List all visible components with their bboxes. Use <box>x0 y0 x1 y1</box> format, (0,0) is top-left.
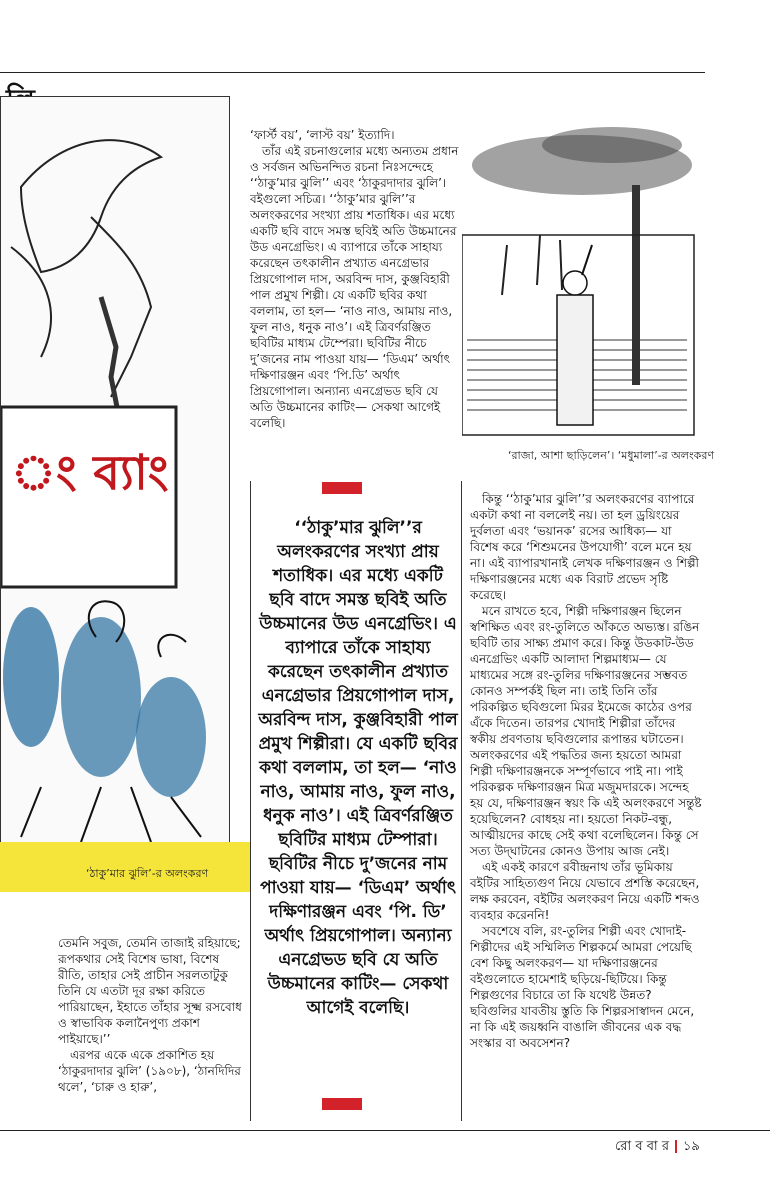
paragraph: তাঁর এই রচনাগুলোর মধ্যে অন্যতম প্রধান ও সর্বজন অভিনন্দিত রচনা নিঃসন্দেহে ‘‘ঠাকু’মার ঝুলি’’ এবং ‘ঠাকুরদাদার ঝুলি’। বইগুলো সচিত্র। ‘‘ঠাকু’মার ঝুলি’’র অলংকরণের সংখ্যা প্রায় শতাধিক। এর মধ্যে একটি ছবি বাদে সমস্ত ছবিই অতি উচ্চমানের উড এনগ্রেভিং। এ ব্যাপারে তাঁকে সাহায্য করেছেন তৎকালীন প্রখ্যাত এনগ্রেভার প্রিয়গোপাল দাস, অরবিন্দ দাস, কুঞ্জবিহারী পাল প্রমুখ শিল্পী। যে একটি ছবির কথা বললাম, তা হল— ‘নাও নাও, আমায় নাও, ফুল নাও, ধনুক নাও’। এই ত্রিবর্ণরঞ্জিত ছবিটির মাধ্যম টেম্পেরা। ছবিটির নীচে দু’জনের নাম পাওয়া যায়— ‘ডিএম’ অর্থাৎ দক্ষিণারঞ্জন এবং ‘পি.ডি’ অর্থাৎ প্রিয়গোপাল। অন্যান্য এনগ্রেভড ছবি যে অতি উচ্চমানের কাটিং— সেকথা আগেই বলেছি। <box>250 144 459 430</box>
paragraph: ‘ফার্স্ট বয়’, ‘লাস্ট বয়’ ইত্যাদি। <box>250 128 395 142</box>
page-footer <box>615 1137 700 1158</box>
paragraph: সবশেষে বলি, রং-তুলির শিল্পী এবং খোদাই-শিল্পীদের এই সম্মিলিত শিল্পকর্মে আমরা পেয়েছি বেশ কিছু অলংকরণ— যা দক্ষিণারঞ্জনের বইগুলোতে হামেশাই ছড়িয়ে-ছিটিয়ে। কিন্তু শিল্পগুণের বিচারে তা কি যথেষ্ট উন্নত? ছবিগুলির যাবতীয় স্তুতি কি শিল্পরসাস্বাদন মেনে, না কি এই জয়ধ্বনি বাঙালি জীবনের এক বদ্ধ সংস্কার বা অবসেশন? <box>470 924 695 1050</box>
paragraph: কিন্তু ‘‘ঠাকু’মার ঝুলি’’র অলংকরণের ব্যাপারে একটা কথা না বললেই নয়। তা হল ড্রয়িংয়ের দুর্বলতা এবং ‘ভয়ানক’ রসের আধিক্য— যা বিশেষ করে ‘শিশুমনের উপযোগী’ বলে মনে হয় না। এই ব্যাপারখানাই লেখক দক্ষিণারঞ্জন ও শিল্পী দক্ষিণারঞ্জনের মধ্যে এক বিরাট প্রভেদ সৃষ্টি করেছে। <box>470 492 699 602</box>
column-rule <box>250 481 251 1121</box>
paragraph: এই একই কারণে রবীন্দ্রনাথ তাঁর ভূমিকায় বইটির সাহিত্যগুণ নিয়ে যেভাবে প্রশস্তি করেছেন, লক্ষ করবেন, বইটির অলংকরণ নিয়ে একটি শব্দও ব্যবহার করেননি! <box>470 860 700 922</box>
mid-top-column <box>250 127 462 431</box>
frog-illustration <box>0 96 230 860</box>
top-rule <box>0 72 705 73</box>
footer-separator <box>675 1140 677 1153</box>
left-image-caption: ‘ঠাকু’মার ঝুলি’-র অলংকরণ <box>86 867 209 880</box>
column-rule <box>461 481 462 1121</box>
magazine-name: রো ব বা র <box>615 1139 669 1154</box>
red-bar-bottom <box>322 1098 362 1110</box>
pull-quote: ‘‘ঠাকু’মার ঝুলি’’র অলংকরণের সংখ্যা প্রায় শতাধিক। এর মধ্যে একটি ছবি বাদে সমস্ত ছবিই অতি উচ্চমানের উড এনগ্রেভিং। এ ব্যাপারে তাঁকে সাহায্য করেছেন তৎকালীন প্রখ্যাত এনগ্রেভার প্রিয়গোপাল দাস, অরবিন্দ দাস, কুঞ্জবিহারী পাল প্রমুখ শিল্পীরা। যে একটি ছবির কথা বললাম, তা হল— ‘নাও নাও, আমায় নাও, ফুল নাও, ধনুক নাও’। এই ত্রিবর্ণরঞ্জিত ছবিটির মাধ্যম টেম্পারা। ছবিটির নীচে দু’জনের নাম পাওয়া যায়— ‘ডিএম’ অর্থাৎ দক্ষিণারঞ্জন এবং ‘পি. ডি’ অর্থাৎ প্রিয়গোপাল। অন্যান্য এনগ্রেভড ছবি যে অতি উচ্চমানের কাটিং— সেকথা আগেই বলেছি। <box>258 518 458 1018</box>
right-column <box>470 491 702 1051</box>
right-image-caption: ‘রাজা, আশা ছাড়িলেন’। ‘মধুমালা’-র অলংকরণ <box>508 449 715 462</box>
paragraph: তেমনি সবুজ, তেমনি তাজাই রহিয়াছে; রূপকথার সেই বিশেষ ভাষা, বিশেষ রীতি, তাহার সেই প্রাচীন সরলতাটুকু তিনি যে এতটা দূর রক্ষা করিতে পারিয়াছেন, ইহাতে তাঁহার সূক্ষ্ম রসবোধ ও স্বাভাবিক কলানৈপুণ্য প্রকাশ পাইয়াছে।’’ <box>58 936 242 1046</box>
sign-text: ং ব্যাং <box>11 445 169 501</box>
king-illustration <box>462 125 696 443</box>
bottom-rule <box>0 1130 770 1131</box>
page-number: ১৯ <box>682 1139 700 1154</box>
red-bar-top <box>322 482 362 494</box>
left-bottom-column <box>58 935 248 1095</box>
woodcut-king-image <box>462 125 696 443</box>
paragraph: এরপর একে একে প্রকাশিত হয় ‘ঠাকুরদাদার ঝুলি’ (১৯০৮), ‘ঠানদিদির থলে’, ‘চারু ও হারু’, <box>58 1048 241 1094</box>
paragraph: মনে রাখতে হবে, শিল্পী দক্ষিণারঞ্জন ছিলেন স্বশিক্ষিত এবং রং-তুলিতে আঁকতে অভ্যস্ত। রঙিন ছবিটি তার সাক্ষ্য প্রমাণ করে। কিন্তু উডকাট-উড এনগ্রেভিং একটি আলাদা শিল্পমাধ্যম— যে মাধ্যমের সঙ্গে রং-তুলির দক্ষিণারঞ্জনের সম্ভবত কোনও সম্পর্কই ছিল না। তাই তিনি তাঁর পরিকল্পিত ছবিগুলো মিরর ইমেজে কাঠের ওপর এঁকে দিতেন। তারপর খোদাই শিল্পীরা তাঁদের স্বকীয় প্রবণতায় ছবিগুলোর রূপান্তর ঘটাতেন। অলংকরণের এই পদ্ধতির জন্য হয়তো আমরা শিল্পী দক্ষিণারঞ্জনকে সম্পূর্ণভাবে পাই না। পাই পরিকল্পক দক্ষিণারঞ্জন মিত্র মজুমদারকে। সন্দেহ হয় যে, দক্ষিণারঞ্জন স্বয়ং কি এই অলংকরণে সন্তুষ্ট হয়েছিলেন? বোধহয় না। হয়তো নিকট-বন্ধু, আত্মীয়দের কাছে সেই কথা বলেছিলেন। কিন্তু সে সত্য উদ্‌ঘাটনের কোনও উপায় আজ নেই। <box>470 604 702 858</box>
